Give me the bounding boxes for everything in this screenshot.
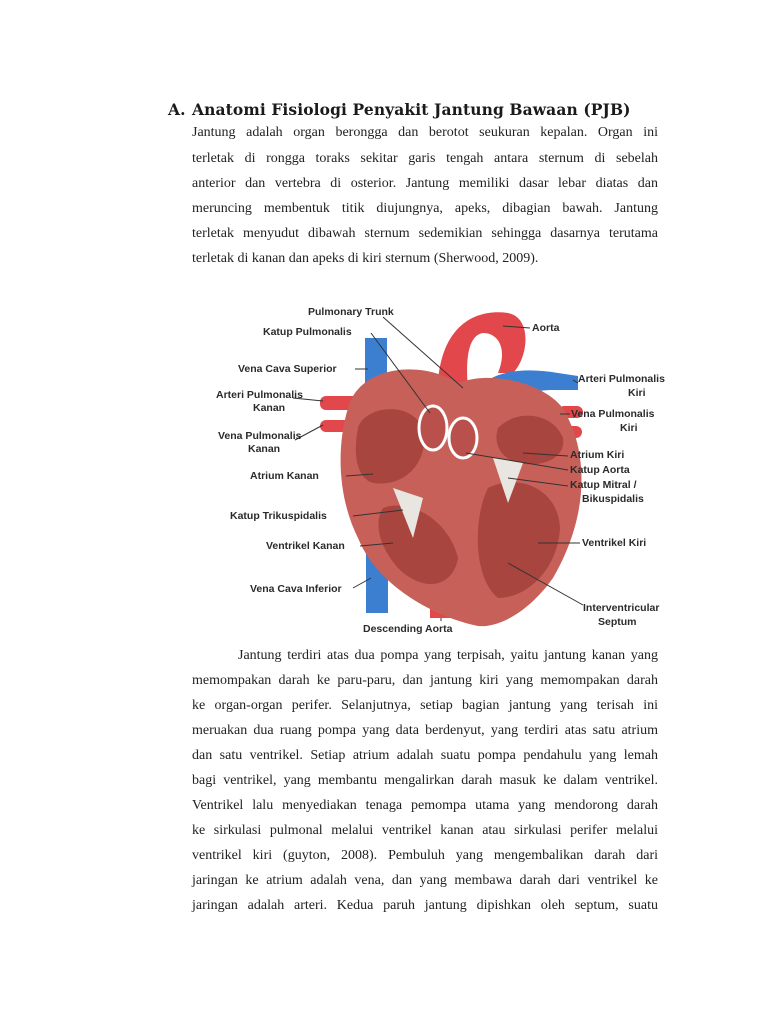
- label-vena-cava-superior: Vena Cava Superior: [238, 363, 337, 375]
- paragraph-line: anterior dan vertebra di osterior. Jantung memiliki dasar lebar diatas dan: [192, 176, 658, 191]
- label-arteri-pulmonalis-kanan: Arteri Pulmonalis: [216, 389, 303, 401]
- heart-anatomy-figure: [208, 298, 688, 638]
- paragraph-line: Ventrikel lalu menyediakan tenaga pemompa utama yang mendorong darah: [192, 798, 658, 813]
- label-katup-mitral-2: Bikuspidalis: [582, 493, 644, 505]
- label-vena-pulmonalis-kiri: Vena Pulmonalis: [571, 408, 655, 420]
- paragraph-line: bagi ventrikel, yang membantu mengalirkan darah masuk ke dalam ventrikel.: [192, 773, 658, 788]
- katup-pulmonalis-shape: [419, 406, 447, 450]
- section-title: Anatomi Fisiologi Penyakit Jantung Bawaan (PJB): [192, 100, 631, 119]
- label-vena-pulmonalis-kanan-2: Kanan: [248, 443, 281, 455]
- label-vena-pulmonalis-kanan: Vena Pulmonalis: [218, 430, 302, 442]
- label-vena-cava-inferior: Vena Cava Inferior: [250, 583, 342, 595]
- paragraph-line: Jantung terdiri atas dua pompa yang terpisah, yaitu jantung kanan yang: [238, 648, 658, 663]
- label-katup-pulmonalis: Katup Pulmonalis: [263, 326, 352, 338]
- label-descending-aorta: Descending Aorta: [363, 623, 453, 635]
- label-aorta: Aorta: [532, 322, 560, 334]
- label-atrium-kiri: Atrium Kiri: [570, 449, 625, 461]
- label-katup-aorta: Katup Aorta: [570, 464, 630, 476]
- paragraph-line: Jantung adalah organ berongga dan berotot seukuran kepalan. Organ ini: [192, 125, 658, 140]
- label-arteri-pulmonalis-kiri: Arteri Pulmonalis: [578, 373, 665, 385]
- label-katup-trikuspidalis: Katup Trikuspidalis: [230, 510, 327, 522]
- katup-aorta-shape: [449, 418, 477, 458]
- section-number: A.: [168, 100, 186, 119]
- paragraph-line: terletak di rongga toraks sekitar garis tengah antara sternum di sebelah: [192, 151, 658, 166]
- label-ventrikel-kanan: Ventrikel Kanan: [266, 540, 345, 552]
- paragraph-line: dan satu ventrikel. Setiap atrium adalah suatu pompa pendahulu yang lemah: [192, 748, 658, 763]
- label-interventricular: Interventricular: [583, 602, 660, 614]
- label-arteri-pulmonalis-kanan-2: Kanan: [253, 402, 286, 414]
- label-atrium-kanan: Atrium Kanan: [250, 470, 319, 482]
- label-katup-mitral: Katup Mitral /: [570, 479, 637, 491]
- label-pulmonary-trunk: Pulmonary Trunk: [308, 306, 394, 318]
- label-arteri-pulmonalis-kiri-2: Kiri: [628, 387, 646, 399]
- paragraph-line: meruakan dua ruang pompa yang data berdenyut, yang terdiri atas satu atrium: [192, 723, 658, 738]
- paragraph-line: ke organ-organ perifer. Selanjutnya, setiap bagian jantung yang terisah ini: [192, 698, 658, 713]
- paragraph-line: terletak di kanan dan apeks di kiri sternum (Sherwood, 2009).: [192, 251, 539, 266]
- paragraph-line: ventrikel kiri (guyton, 2008). Pembuluh yang mengembalikan darah dari: [192, 848, 658, 863]
- paragraph-line: jaringan adalah arteri. Kedua paruh jantung dipishkan oleh septum, suatu: [192, 898, 658, 913]
- label-ventrikel-kiri: Ventrikel Kiri: [582, 537, 647, 549]
- paragraph-line: meruncing membentuk titik diujungnya, apeks, dibagian bawah. Jantung: [192, 201, 658, 216]
- paragraph-1: [0, 0, 768, 300]
- label-vena-pulmonalis-kiri-2: Kiri: [620, 422, 638, 434]
- paragraph-line: jaringan ke atrium adalah vena, dan yang membawa darah dari ventrikel ke: [192, 873, 658, 888]
- label-interventricular-2: Septum: [598, 616, 637, 628]
- paragraph-line: memompakan darah ke paru-paru, dan jantung kiri yang memompakan darah: [192, 673, 658, 688]
- paragraph-line: terletak menyudut dibawah sternum sedemikian sehingga dasarnya terutama: [192, 226, 658, 241]
- paragraph-line: ke sirkulasi pulmonal melalui ventrikel kanan atau sirkulasi perifer melalui: [192, 823, 658, 838]
